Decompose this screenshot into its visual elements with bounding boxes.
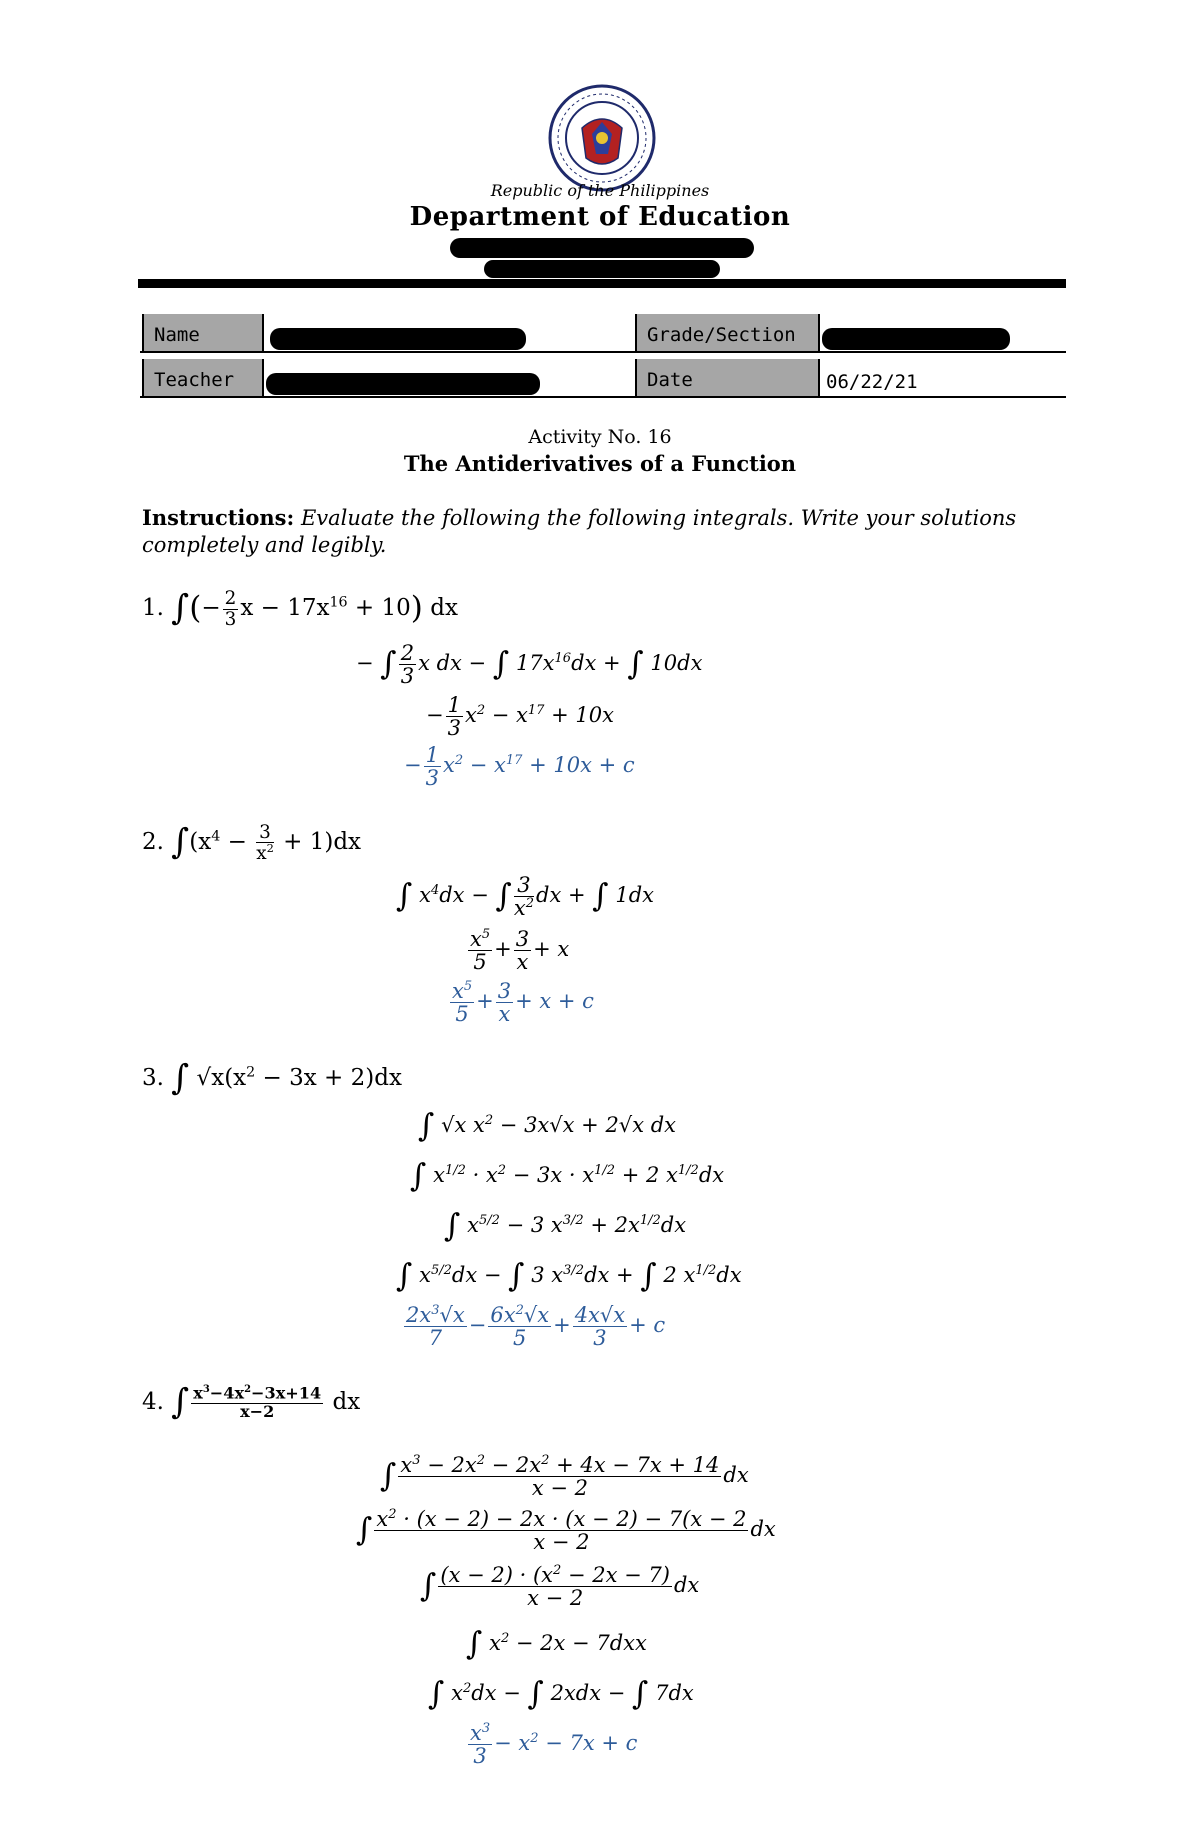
problem-3-step-3: ∫ $x^{5/2} - 3$ $x^{3/2} + 2x^{1/2}dx$ <box>444 1208 687 1244</box>
problem-4-step-5: ∫ $x^2dx$ − ∫ 2xdx − ∫ 7dx <box>428 1676 694 1712</box>
activity-number: Activity No. 16 <box>528 426 672 448</box>
problem-3-number: 3. <box>142 1065 164 1091</box>
redacted-grade-section <box>822 328 1010 350</box>
problem-2-answer: $\frac{x^5}{5}$ + $\frac{3}{x}$ + x + c <box>452 979 594 1027</box>
date-value: 06/22/21 <box>826 371 918 393</box>
redacted-region-line <box>450 238 754 258</box>
problem-1-step-2: − $\frac{1}{3}$ $x^2 - x^{17} + 10x$ <box>426 693 614 741</box>
redacted-division-line <box>484 260 720 278</box>
problem-4-number: 4. <box>142 1389 164 1415</box>
problem-3-statement: 3. ∫ $√x(x^2 - 3x + 2)dx$ <box>142 1058 402 1098</box>
problem-4-answer: $\frac{x^3}{3}$ − $x^2 - 7x + c$ <box>470 1721 638 1769</box>
instructions-label: Instructions: <box>142 505 295 530</box>
problem-1-number: 1. <box>142 595 164 621</box>
teacher-label: Teacher <box>142 359 264 397</box>
problem-4-step-1: ∫ $\frac{x^3 - 2x^2 - 2x^2 + 4x - 7x + 14}{x - 2}$ dx <box>380 1453 749 1501</box>
problem-4-step-2: ∫ $\frac{x^2 \cdot (x - 2) - 2x \cdot (x - 2) - 7(x - 2}{x - 2}$ dx <box>356 1507 776 1555</box>
problem-2-step-1: ∫ $x^4dx$ − ∫ $\frac{3}{x^2}$ dx + ∫ 1dx <box>396 873 654 921</box>
name-label: Name <box>142 314 264 352</box>
problem-1-answer: − $\frac{1}{3}$ $x^2 - x^{17} + 10x + c$ <box>404 743 635 791</box>
instructions-text: Evaluate the following the following integrals. Write your solutions completely and legibly. <box>142 506 1017 557</box>
problem-2-number: 2. <box>142 829 164 855</box>
problem-4-step-3: ∫ $\frac{(x - 2) \cdot (x^2 - 2x - 7)}{x - 2}$ dx <box>420 1563 700 1611</box>
redacted-teacher <box>266 373 540 395</box>
instructions <box>142 504 1062 559</box>
redacted-name <box>270 328 526 350</box>
problem-4-step-4: ∫ $x^2 - 2x - 7dxx$ <box>466 1626 647 1662</box>
problem-3-step-1: ∫ √x $x^2 - 3x√x + 2√x$ dx <box>418 1108 676 1144</box>
activity-title: The Antiderivatives of a Function <box>403 451 797 476</box>
republic-text: Republic of the Philippines <box>490 181 710 200</box>
problem-4-statement: 4. ∫ $\frac{x^3-4x^2-3x+14}{x-2}$ dx <box>142 1382 361 1422</box>
problem-3-answer: $\frac{2x^3√x}{7}$ − $\frac{6x^2√x}{5}$ + $\frac{4x√x}{3}$ + c <box>406 1303 666 1351</box>
info-row1-line <box>140 351 1066 353</box>
deped-seal <box>548 84 656 196</box>
info-row2-line <box>140 396 1066 398</box>
problem-3-step-4: ∫ $x^{5/2}dx$ − ∫ 3 $x^{3/2}dx$ + ∫ 2 $x^{1/2}dx$ <box>396 1258 742 1294</box>
problem-3-step-2: ∫ $x^{1/2} \cdot x^2 - 3x \cdot x^{1/2} + 2$ $x^{1/2}dx$ <box>410 1158 725 1194</box>
grade-section-label: Grade/Section <box>635 314 820 352</box>
problem-1-statement: 1. ∫(− $\frac{2}{3}$ $x - 17x^{16} + 10$) dx <box>142 588 458 630</box>
department-text: Department of Education <box>409 202 791 232</box>
header-rule <box>138 279 1066 288</box>
problem-2-statement: 2. $\int(x^4$ − $\frac{3}{x^2}$ + 1)dx <box>142 821 362 865</box>
problem-1-step-1: − ∫ $\frac{2}{3}$ x dx − ∫ $17x^{16}dx$ + ∫ 10dx <box>356 641 703 689</box>
problem-2-step-2: $\frac{x^5}{5}$ + $\frac{3}{x}$ + x <box>470 927 570 975</box>
date-label: Date <box>635 359 820 397</box>
